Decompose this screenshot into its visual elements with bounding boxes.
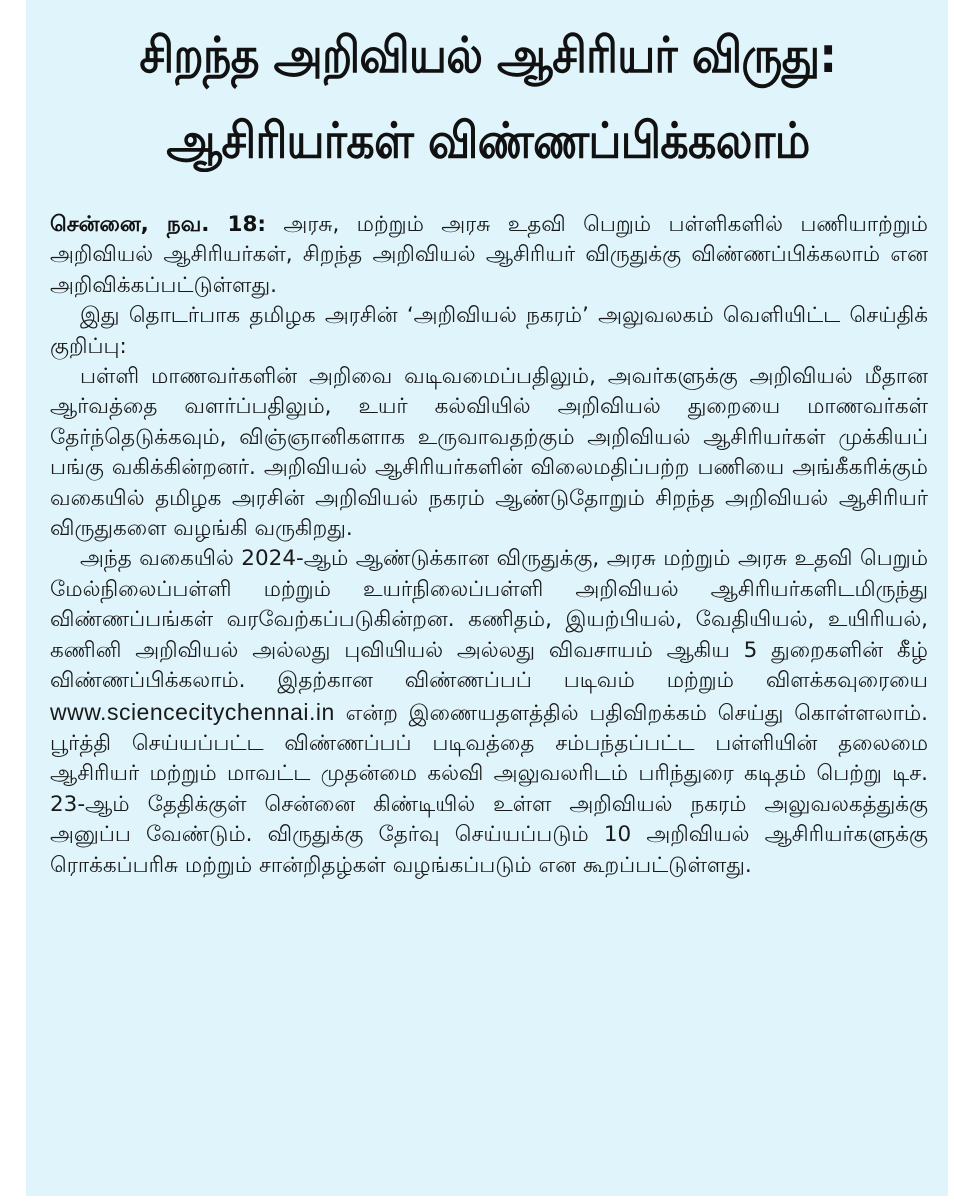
headline	[50, 14, 926, 184]
paragraph-4-part-a: அந்த வகையில் 2024-ஆம் ஆண்டுக்கான விருதுக்கு, அரசு மற்றும் அரசு உதவி பெறும் மேல்நிலைப்பள்ளி மற்றும் உயர்நிலைப்பள்ளி அறிவியல் ஆசிரியர்களிடமிருந்து விண்ணப்பங்கள் வரவேற்கப்படுகின்றன. கணிதம், இயற்பியல், வேதியியல், உயிரியல், கணினி அறிவியல் அல்லது புவியியல் அல்லது விவசாயம் ஆகிய 5 துறைகளின் கீழ் விண்ணப்பிக்கலாம். இதற்கான விண்ணப்பப் படிவம் மற்றும் விளக்கவுரையை	[50, 546, 928, 694]
headline-line-2: ஆசிரியர்கள் விண்ணப்பிக்கலாம்	[166, 112, 810, 170]
paragraph-1	[50, 210, 928, 301]
paragraph-2: இது தொடர்பாக தமிழக அரசின் ‘அறிவியல் நகரம்’ அலுவலகம் வெளியிட்ட செய்திக் குறிப்பு:	[50, 303, 928, 359]
dateline: சென்னை, நவ. 18:	[50, 212, 267, 237]
website-url: www.sciencecitychennai.in	[50, 698, 335, 725]
headline-line-1: சிறந்த அறிவியல் ஆசிரியர் விருது:	[139, 27, 837, 85]
paragraph-3: பள்ளி மாணவர்களின் அறிவை வடிவமைப்பதிலும், அவர்களுக்கு அறிவியல் மீதான ஆர்வத்தை வளர்ப்பதிலும், உயர் கல்வியில் அறிவியல் துறையை மாணவர்கள் தேர்ந்தெடுக்கவும், விஞ்ஞானிகளாக உருவாவதற்கும் அறிவியல் ஆசிரியர்கள் முக்கியப் பங்கு வகிக்கின்றனர். அறிவியல் ஆசிரியர்களின் விலைமதிப்பற்ற பணியை அங்கீகரிக்கும் வகையில் தமிழக அரசின் அறிவியல் நகரம் ஆண்டுதோறும் சிறந்த அறிவியல் ஆசிரியர் விருதுகளை வழங்கி வருகிறது.	[50, 364, 928, 542]
newspaper-clipping	[26, 0, 948, 1196]
paragraph-4	[50, 544, 928, 880]
paragraph-1-text: அரசு, மற்றும் அரசு உதவி பெறும் பள்ளிகளில் பணியாற்றும் அறிவியல் ஆசிரியர்கள், சிறந்த அறிவியல் ஆசிரியர் விருதுக்கு விண்ணப்பிக்கலாம் என அறிவிக்கப்பட்டுள்ளது.	[50, 212, 928, 298]
paragraph-4-part-b: என்ற இணையதளத்தில் பதிவிறக்கம் செய்து கொள்ளலாம். பூர்த்தி செய்யப்பட்ட விண்ணப்பப் படிவத்தை சம்பந்தப்பட்ட பள்ளியின் தலைமை ஆசிரியர் மற்றும் மாவட்ட முதன்மை கல்வி அலுவலரிடம் பரிந்துரை கடிதம் பெற்று டிச. 23-ஆம் தேதிக்குள் சென்னை கிண்டியில் உள்ள அறிவியல் நகரம் அலுவலகத்துக்கு அனுப்ப வேண்டும். விருதுக்கு தேர்வு செய்யப்படும் 10 அறிவியல் ஆசிரியர்களுக்கு ரொக்கப்பரிசு மற்றும் சான்றிதழ்கள் வழங்கப்படும் என கூறப்பட்டுள்ளது.	[50, 700, 928, 878]
article-body	[50, 210, 928, 881]
